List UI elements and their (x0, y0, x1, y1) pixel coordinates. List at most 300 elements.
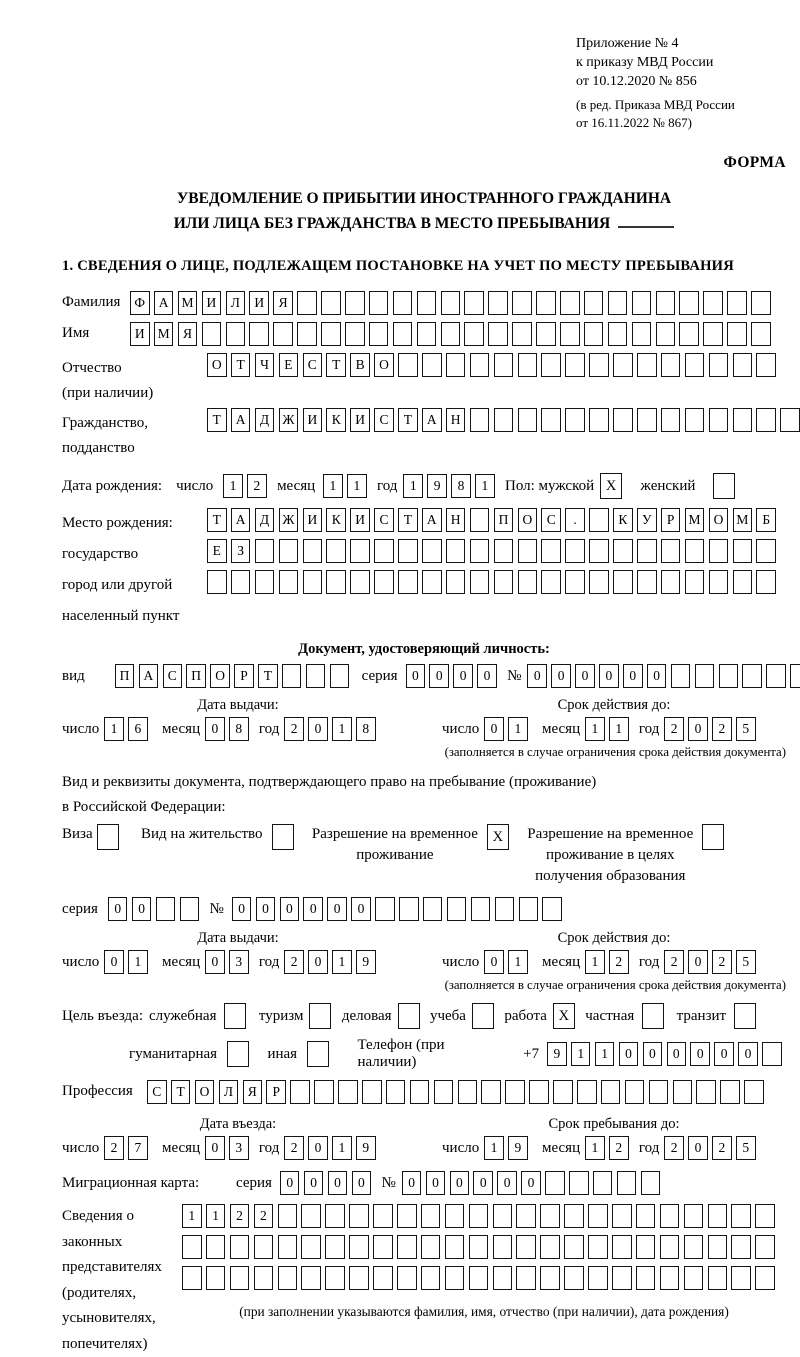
char-box[interactable] (330, 664, 350, 688)
patronymic-boxes[interactable] (207, 353, 780, 377)
doc-issue-day-boxes[interactable] (104, 717, 152, 741)
char-box[interactable] (306, 664, 326, 688)
char-box[interactable] (756, 408, 776, 432)
doc-valid-day-boxes[interactable] (484, 717, 532, 741)
char-box[interactable]: 0 (108, 897, 128, 921)
char-box[interactable] (182, 1266, 202, 1290)
char-box[interactable] (421, 1204, 441, 1228)
char-box[interactable] (625, 1080, 645, 1104)
char-box[interactable]: 2 (284, 717, 304, 741)
char-box[interactable]: М (685, 508, 705, 532)
citizenship-boxes[interactable] (207, 408, 800, 432)
char-box[interactable]: 0 (327, 897, 347, 921)
char-box[interactable] (612, 1235, 632, 1259)
char-box[interactable] (536, 291, 556, 315)
char-box[interactable]: Д (255, 508, 275, 532)
char-box[interactable]: О (709, 508, 729, 532)
char-box[interactable] (790, 664, 800, 688)
char-box[interactable]: X (553, 1003, 575, 1029)
char-box[interactable]: О (374, 353, 394, 377)
char-box[interactable] (182, 1235, 202, 1259)
char-box[interactable] (661, 353, 681, 377)
char-box[interactable] (417, 322, 437, 346)
surname-boxes[interactable] (130, 291, 775, 315)
char-box[interactable] (410, 1080, 430, 1104)
char-box[interactable]: 0 (643, 1042, 663, 1066)
char-box[interactable] (254, 1235, 274, 1259)
char-box[interactable] (397, 1266, 417, 1290)
char-box[interactable] (470, 408, 490, 432)
char-box[interactable] (512, 322, 532, 346)
char-box[interactable] (469, 1266, 489, 1290)
char-box[interactable]: А (422, 508, 442, 532)
purpose-official-checkbox[interactable] (224, 1003, 250, 1029)
char-box[interactable] (727, 322, 747, 346)
char-box[interactable] (441, 291, 461, 315)
char-box[interactable]: 1 (585, 950, 605, 974)
char-box[interactable] (303, 570, 323, 594)
char-box[interactable] (464, 291, 484, 315)
char-box[interactable] (350, 570, 370, 594)
char-box[interactable]: 0 (132, 897, 152, 921)
char-box[interactable] (249, 322, 269, 346)
char-box[interactable] (399, 897, 419, 921)
purpose-other-checkbox[interactable] (307, 1041, 333, 1067)
char-box[interactable] (398, 570, 418, 594)
char-box[interactable] (297, 322, 317, 346)
char-box[interactable] (374, 539, 394, 563)
char-box[interactable] (362, 1080, 382, 1104)
char-box[interactable] (593, 1171, 613, 1195)
char-box[interactable] (326, 539, 346, 563)
doc-issue-month-boxes[interactable] (205, 717, 253, 741)
char-box[interactable] (230, 1266, 250, 1290)
char-box[interactable]: Т (207, 408, 227, 432)
purpose-humanitarian-checkbox[interactable] (227, 1041, 253, 1067)
char-box[interactable]: X (600, 473, 622, 499)
char-box[interactable]: 0 (497, 1171, 517, 1195)
char-box[interactable] (494, 353, 514, 377)
char-box[interactable] (733, 408, 753, 432)
entry-day-boxes[interactable] (104, 1136, 152, 1160)
char-box[interactable]: Я (178, 322, 198, 346)
doc-kind-boxes[interactable] (115, 664, 354, 688)
char-box[interactable] (637, 408, 657, 432)
char-box[interactable]: 0 (308, 950, 328, 974)
char-box[interactable]: 0 (484, 950, 504, 974)
char-box[interactable] (560, 322, 580, 346)
char-box[interactable] (422, 539, 442, 563)
char-box[interactable]: 0 (551, 664, 571, 688)
char-box[interactable] (660, 1235, 680, 1259)
char-box[interactable] (660, 1204, 680, 1228)
char-box[interactable] (751, 291, 771, 315)
char-box[interactable] (713, 473, 735, 499)
char-box[interactable]: К (613, 508, 633, 532)
char-box[interactable] (744, 1080, 764, 1104)
char-box[interactable] (684, 1266, 704, 1290)
char-box[interactable]: 0 (647, 664, 667, 688)
char-box[interactable]: 0 (714, 1042, 734, 1066)
char-box[interactable] (345, 322, 365, 346)
birth-year-boxes[interactable] (403, 474, 499, 498)
char-box[interactable]: М (178, 291, 198, 315)
char-box[interactable] (589, 408, 609, 432)
char-box[interactable]: Е (207, 539, 227, 563)
char-box[interactable]: 8 (356, 717, 376, 741)
char-box[interactable]: 2 (230, 1204, 250, 1228)
char-box[interactable] (255, 539, 275, 563)
char-box[interactable]: 0 (690, 1042, 710, 1066)
char-box[interactable]: А (139, 664, 159, 688)
char-box[interactable]: О (210, 664, 230, 688)
char-box[interactable]: 0 (477, 664, 497, 688)
char-box[interactable]: 3 (229, 950, 249, 974)
char-box[interactable]: 0 (667, 1042, 687, 1066)
char-box[interactable] (637, 539, 657, 563)
char-box[interactable] (679, 291, 699, 315)
char-box[interactable]: Р (234, 664, 254, 688)
char-box[interactable]: 0 (527, 664, 547, 688)
char-box[interactable]: 0 (406, 664, 426, 688)
char-box[interactable] (542, 897, 562, 921)
char-box[interactable] (636, 1235, 656, 1259)
char-box[interactable]: 2 (712, 950, 732, 974)
char-box[interactable]: В (350, 353, 370, 377)
char-box[interactable]: 0 (232, 897, 252, 921)
char-box[interactable]: 2 (284, 950, 304, 974)
char-box[interactable]: 0 (303, 897, 323, 921)
char-box[interactable]: А (231, 408, 251, 432)
char-box[interactable]: 0 (453, 664, 473, 688)
char-box[interactable] (493, 1204, 513, 1228)
migration-number-boxes[interactable] (402, 1171, 665, 1195)
char-box[interactable]: Р (266, 1080, 286, 1104)
char-box[interactable]: 2 (712, 717, 732, 741)
char-box[interactable]: И (350, 508, 370, 532)
char-box[interactable] (565, 408, 585, 432)
char-box[interactable] (685, 353, 705, 377)
char-box[interactable] (202, 322, 222, 346)
char-box[interactable] (393, 322, 413, 346)
char-box[interactable]: 6 (128, 717, 148, 741)
char-box[interactable]: Т (326, 353, 346, 377)
char-box[interactable]: Т (398, 508, 418, 532)
char-box[interactable]: 0 (352, 1171, 372, 1195)
char-box[interactable] (206, 1266, 226, 1290)
char-box[interactable] (661, 570, 681, 594)
char-box[interactable]: 0 (104, 950, 124, 974)
char-box[interactable] (445, 1266, 465, 1290)
char-box[interactable] (446, 353, 466, 377)
char-box[interactable]: 0 (256, 897, 276, 921)
char-box[interactable] (780, 408, 800, 432)
char-box[interactable] (589, 570, 609, 594)
char-box[interactable] (536, 322, 556, 346)
char-box[interactable]: 0 (328, 1171, 348, 1195)
char-box[interactable]: Т (398, 408, 418, 432)
char-box[interactable] (488, 322, 508, 346)
char-box[interactable] (398, 539, 418, 563)
char-box[interactable]: Б (756, 508, 776, 532)
char-box[interactable] (766, 664, 786, 688)
char-box[interactable]: Ж (279, 408, 299, 432)
char-box[interactable] (207, 570, 227, 594)
sex-male-checkbox[interactable] (600, 473, 626, 499)
char-box[interactable]: К (326, 408, 346, 432)
char-box[interactable] (708, 1235, 728, 1259)
char-box[interactable] (756, 539, 776, 563)
char-box[interactable] (632, 291, 652, 315)
char-box[interactable] (703, 322, 723, 346)
temp-residence-edu-checkbox[interactable] (702, 824, 728, 850)
char-box[interactable]: 1 (595, 1042, 615, 1066)
char-box[interactable] (445, 1204, 465, 1228)
char-box[interactable] (733, 539, 753, 563)
char-box[interactable] (369, 291, 389, 315)
char-box[interactable]: 1 (571, 1042, 591, 1066)
char-box[interactable] (326, 570, 346, 594)
char-box[interactable]: 5 (736, 1136, 756, 1160)
char-box[interactable] (309, 1003, 331, 1029)
char-box[interactable] (505, 1080, 525, 1104)
char-box[interactable]: 1 (484, 1136, 504, 1160)
char-box[interactable]: 1 (332, 1136, 352, 1160)
residence-series-boxes[interactable] (108, 897, 204, 921)
char-box[interactable]: 0 (308, 1136, 328, 1160)
char-box[interactable] (708, 1266, 728, 1290)
char-box[interactable]: X (487, 824, 509, 850)
char-box[interactable]: 0 (402, 1171, 422, 1195)
birth-place-boxes-row2[interactable] (207, 539, 780, 563)
char-box[interactable] (458, 1080, 478, 1104)
char-box[interactable]: П (115, 664, 135, 688)
char-box[interactable]: 0 (450, 1171, 470, 1195)
char-box[interactable]: Ж (279, 508, 299, 532)
birth-place-boxes-row3[interactable] (207, 570, 780, 594)
char-box[interactable]: С (163, 664, 183, 688)
char-box[interactable] (321, 291, 341, 315)
char-box[interactable] (349, 1266, 369, 1290)
char-box[interactable] (434, 1080, 454, 1104)
char-box[interactable] (709, 539, 729, 563)
char-box[interactable] (755, 1235, 775, 1259)
stay-month-boxes[interactable] (585, 1136, 633, 1160)
char-box[interactable]: Ч (255, 353, 275, 377)
char-box[interactable] (422, 353, 442, 377)
char-box[interactable]: Е (279, 353, 299, 377)
char-box[interactable] (422, 570, 442, 594)
char-box[interactable]: 1 (347, 474, 367, 498)
residence-valid-month-boxes[interactable] (585, 950, 633, 974)
representatives-boxes-row1[interactable] (182, 1204, 786, 1228)
char-box[interactable]: 8 (229, 717, 249, 741)
char-box[interactable]: Я (243, 1080, 263, 1104)
char-box[interactable] (226, 322, 246, 346)
char-box[interactable] (447, 897, 467, 921)
char-box[interactable]: 1 (585, 1136, 605, 1160)
representatives-boxes-row2[interactable] (182, 1235, 786, 1259)
profession-boxes[interactable] (147, 1080, 768, 1104)
doc-valid-year-boxes[interactable] (664, 717, 760, 741)
char-box[interactable] (756, 353, 776, 377)
char-box[interactable] (660, 1266, 680, 1290)
char-box[interactable] (756, 570, 776, 594)
doc-number-boxes[interactable] (527, 664, 800, 688)
char-box[interactable]: П (186, 664, 206, 688)
char-box[interactable] (671, 664, 691, 688)
char-box[interactable]: 2 (712, 1136, 732, 1160)
char-box[interactable] (540, 1204, 560, 1228)
char-box[interactable]: Т (258, 664, 278, 688)
char-box[interactable]: 0 (575, 664, 595, 688)
char-box[interactable] (709, 408, 729, 432)
char-box[interactable] (685, 539, 705, 563)
char-box[interactable]: 7 (128, 1136, 148, 1160)
char-box[interactable] (255, 570, 275, 594)
char-box[interactable] (519, 897, 539, 921)
char-box[interactable] (374, 570, 394, 594)
char-box[interactable] (545, 1171, 565, 1195)
char-box[interactable] (560, 291, 580, 315)
char-box[interactable]: 0 (619, 1042, 639, 1066)
migration-series-boxes[interactable] (280, 1171, 376, 1195)
char-box[interactable] (636, 1204, 656, 1228)
birth-month-boxes[interactable] (323, 474, 371, 498)
char-box[interactable] (565, 353, 585, 377)
char-box[interactable] (303, 539, 323, 563)
char-box[interactable]: 1 (609, 717, 629, 741)
char-box[interactable]: Д (255, 408, 275, 432)
sex-female-checkbox[interactable] (713, 473, 739, 499)
char-box[interactable] (632, 322, 652, 346)
char-box[interactable] (613, 539, 633, 563)
char-box[interactable]: С (374, 408, 394, 432)
char-box[interactable]: 1 (475, 474, 495, 498)
char-box[interactable]: И (249, 291, 269, 315)
doc-issue-year-boxes[interactable] (284, 717, 380, 741)
char-box[interactable] (661, 539, 681, 563)
char-box[interactable] (516, 1204, 536, 1228)
char-box[interactable]: 0 (688, 717, 708, 741)
char-box[interactable]: И (303, 508, 323, 532)
purpose-tourism-checkbox[interactable] (309, 1003, 335, 1029)
char-box[interactable]: К (326, 508, 346, 532)
char-box[interactable]: 2 (104, 1136, 124, 1160)
residence-number-boxes[interactable] (232, 897, 566, 921)
purpose-study-checkbox[interactable] (472, 1003, 498, 1029)
char-box[interactable]: И (303, 408, 323, 432)
char-box[interactable] (325, 1266, 345, 1290)
char-box[interactable]: 0 (308, 717, 328, 741)
char-box[interactable] (386, 1080, 406, 1104)
char-box[interactable] (540, 1235, 560, 1259)
char-box[interactable] (719, 664, 739, 688)
char-box[interactable] (278, 1266, 298, 1290)
char-box[interactable] (518, 408, 538, 432)
char-box[interactable]: 1 (223, 474, 243, 498)
char-box[interactable]: Н (446, 408, 466, 432)
char-box[interactable] (637, 353, 657, 377)
char-box[interactable] (469, 1235, 489, 1259)
char-box[interactable] (206, 1235, 226, 1259)
char-box[interactable] (589, 508, 609, 532)
char-box[interactable]: У (637, 508, 657, 532)
char-box[interactable]: 0 (280, 897, 300, 921)
stay-year-boxes[interactable] (664, 1136, 760, 1160)
char-box[interactable] (349, 1204, 369, 1228)
char-box[interactable]: И (202, 291, 222, 315)
char-box[interactable]: С (147, 1080, 167, 1104)
char-box[interactable]: 1 (323, 474, 343, 498)
char-box[interactable] (553, 1080, 573, 1104)
char-box[interactable]: 8 (451, 474, 471, 498)
char-box[interactable]: 0 (205, 950, 225, 974)
char-box[interactable]: 0 (599, 664, 619, 688)
char-box[interactable] (733, 570, 753, 594)
char-box[interactable] (541, 539, 561, 563)
char-box[interactable]: О (195, 1080, 215, 1104)
char-box[interactable] (397, 1235, 417, 1259)
char-box[interactable]: Т (171, 1080, 191, 1104)
char-box[interactable] (398, 353, 418, 377)
char-box[interactable] (703, 291, 723, 315)
char-box[interactable]: 0 (351, 897, 371, 921)
char-box[interactable] (516, 1266, 536, 1290)
char-box[interactable] (695, 664, 715, 688)
char-box[interactable] (613, 408, 633, 432)
char-box[interactable] (297, 291, 317, 315)
char-box[interactable] (696, 1080, 716, 1104)
char-box[interactable]: 2 (247, 474, 267, 498)
char-box[interactable] (540, 1266, 560, 1290)
char-box[interactable]: А (154, 291, 174, 315)
char-box[interactable]: 1 (182, 1204, 202, 1228)
char-box[interactable] (731, 1235, 751, 1259)
char-box[interactable] (684, 1204, 704, 1228)
char-box[interactable] (661, 408, 681, 432)
doc-valid-month-boxes[interactable] (585, 717, 633, 741)
char-box[interactable] (494, 539, 514, 563)
char-box[interactable] (472, 1003, 494, 1029)
char-box[interactable] (679, 322, 699, 346)
char-box[interactable] (421, 1235, 441, 1259)
char-box[interactable] (375, 897, 395, 921)
char-box[interactable] (488, 291, 508, 315)
residence-issue-month-boxes[interactable] (205, 950, 253, 974)
char-box[interactable] (493, 1235, 513, 1259)
char-box[interactable] (529, 1080, 549, 1104)
char-box[interactable] (727, 291, 747, 315)
char-box[interactable]: Л (226, 291, 246, 315)
char-box[interactable] (397, 1204, 417, 1228)
purpose-work-checkbox[interactable] (553, 1003, 579, 1029)
char-box[interactable] (279, 570, 299, 594)
char-box[interactable] (685, 408, 705, 432)
char-box[interactable] (470, 539, 490, 563)
char-box[interactable]: 0 (429, 664, 449, 688)
char-box[interactable] (494, 570, 514, 594)
char-box[interactable] (273, 322, 293, 346)
birth-place-boxes-row1[interactable] (207, 508, 780, 532)
char-box[interactable] (350, 539, 370, 563)
phone-digit-boxes[interactable] (547, 1042, 786, 1066)
char-box[interactable]: 1 (206, 1204, 226, 1228)
char-box[interactable]: Н (446, 508, 466, 532)
char-box[interactable] (279, 539, 299, 563)
char-box[interactable] (565, 539, 585, 563)
char-box[interactable]: 9 (356, 1136, 376, 1160)
